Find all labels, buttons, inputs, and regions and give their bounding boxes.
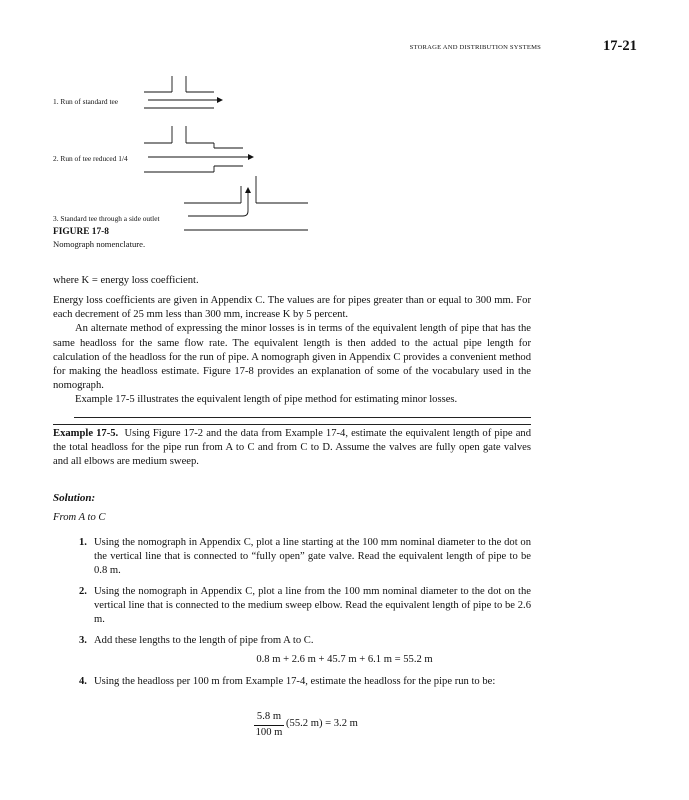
figure-label-standard-tee: 1. Run of standard tee xyxy=(53,97,119,106)
figure-label-side-outlet: 3. Standard tee through a side outlet xyxy=(53,214,160,223)
fraction-numerator: 5.8 m xyxy=(256,711,282,722)
side-outlet-tee-diagram xyxy=(184,176,308,230)
step-number: 4. xyxy=(79,676,87,687)
solution-step xyxy=(79,675,531,689)
fraction-result: (55.2 m) = 3.2 m xyxy=(286,718,358,729)
where-line: where K = energy loss coefficient. xyxy=(53,275,199,286)
reduced-tee-diagram xyxy=(144,126,253,172)
section-divider-rule xyxy=(74,417,531,418)
standard-tee-diagram xyxy=(144,76,222,108)
step-text: Using the nomograph in Appendix C, plot a line starting at the 100 mm nominal diameter to the dot on the vertical line that is connected to “fully open” gate valve. Read the equivalent length of pipe to be 0.8 m. xyxy=(94,537,531,577)
solution-step xyxy=(79,585,531,628)
running-header-title: STORAGE AND DISTRIBUTION SYSTEMS xyxy=(409,44,541,51)
example-top-rule xyxy=(53,424,531,425)
figure-title: FIGURE 17-8 xyxy=(53,227,109,237)
sum-equation: 0.8 m + 2.6 m + 45.7 m + 6.1 m = 55.2 m xyxy=(256,654,433,665)
solution-subheading: From A to C xyxy=(53,512,106,523)
body-paragraphs xyxy=(53,294,531,408)
paragraph-example-intro: Example 17-5 illustrates the equivalent length of pipe method for estimating minor losses. xyxy=(75,394,458,406)
paragraph-energy-loss: Energy loss coefficients are given in Appendix C. The values are for pipes greater than or equal to 300 mm. For each decrement of 25 mm less than 300 mm, increase K by 5 percent. xyxy=(53,295,531,321)
solution-step xyxy=(79,536,531,579)
step-number: 1. xyxy=(79,537,87,548)
step-text: Using the nomograph in Appendix C, plot a line from the 100 mm nominal diameter to the dot on the vertical line that is connected to the medium sweep elbow. Read the equivalent length of pipe to be 2.6 m. xyxy=(94,586,531,626)
step-number: 2. xyxy=(79,586,87,597)
figure-label-reduced-tee: 2. Run of tee reduced 1/4 xyxy=(53,154,128,163)
step-number: 3. xyxy=(79,635,87,646)
paragraph-equivalent-length: An alternate method of expressing the minor losses is in terms of the equivalent length of pipe that has the same headloss for the same flow rate. The equivalent length is then added to the actual pipe length for calculation of the headloss for the run of pipe. A nomograph given in Appendix C provides a convenient method for making the headloss estimate. Figure 17-8 provides an explanation of some of the vocabulary used in the nomograph. xyxy=(53,323,531,392)
fraction-bar xyxy=(254,725,284,726)
solution-heading: Solution: xyxy=(53,492,96,504)
example-block xyxy=(53,427,531,470)
solution-step xyxy=(79,634,531,648)
step-text: Add these lengths to the length of pipe from A to C. xyxy=(94,635,314,646)
fraction-denominator: 100 m xyxy=(255,727,283,738)
example-text: Using Figure 17-2 and the data from Example 17-4, estimate the equivalent length of pipe and the total headloss for the pipe run from A to C and from C to D. Assume the valves are fully open gate valves and all elbows are medium sweep. xyxy=(53,428,531,468)
page-number: 17-21 xyxy=(603,38,637,54)
example-title: Example 17-5. xyxy=(53,428,119,439)
step-text: Using the headloss per 100 m from Example 17-4, estimate the headloss for the pipe run to be: xyxy=(94,676,496,687)
figure-caption: Nomograph nomenclature. xyxy=(53,239,146,249)
